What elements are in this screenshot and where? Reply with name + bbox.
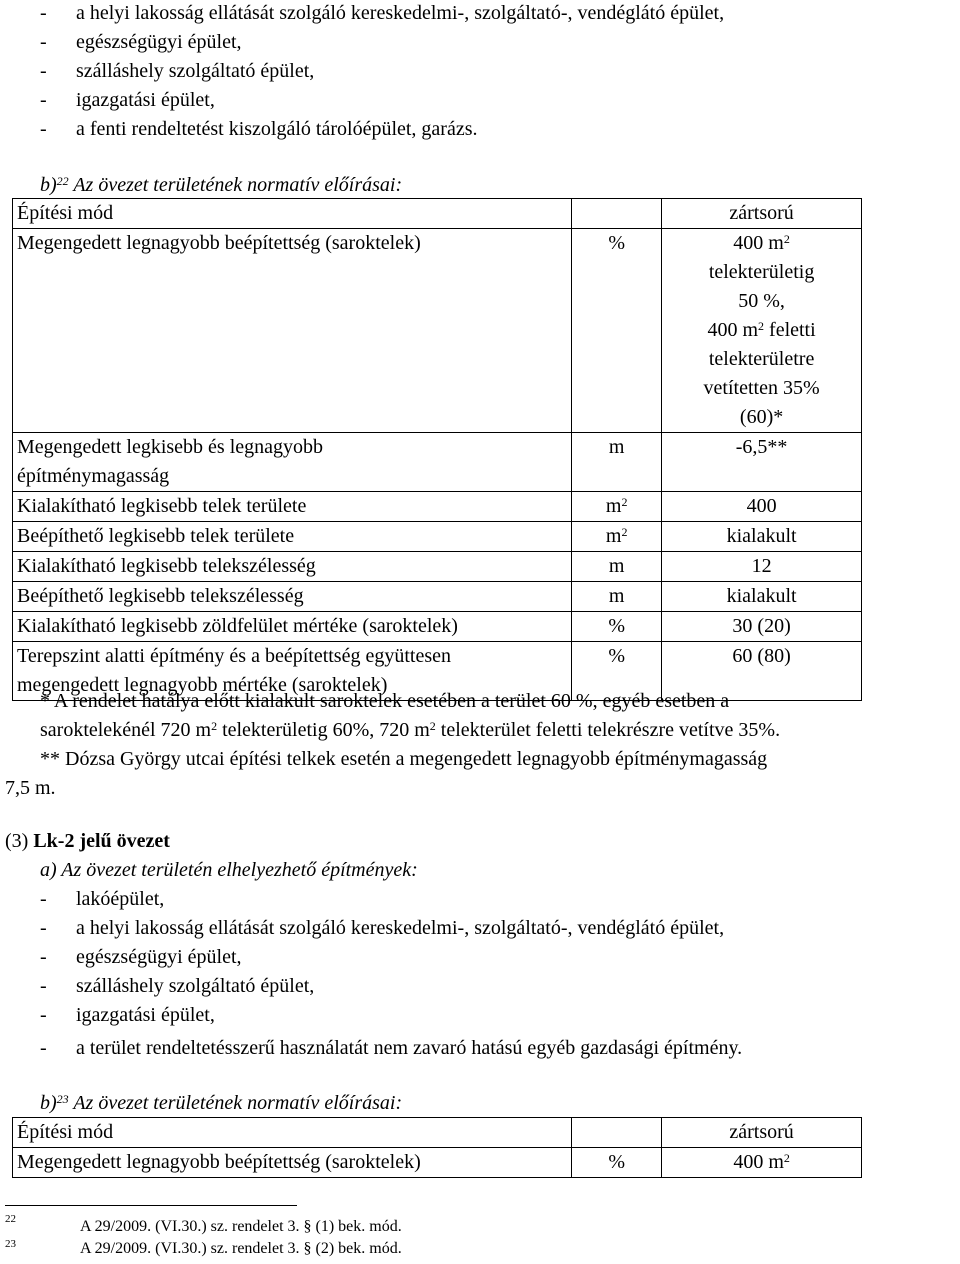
section-b-heading: b)$^{22}$ Az övezet területének normatív előírásai: <box>40 174 403 196</box>
table-row: Beépíthető legkisebb telekszélesség m kialakult <box>13 582 862 612</box>
note-1-line-1: * A rendelet hatálya előtt kialakult saroktelek esetében a terület 60 %, egyéb esetben a <box>40 690 730 712</box>
footnote-number: 23 <box>5 1238 16 1250</box>
section-a-heading: a) Az övezet területén elhelyezhető építmények: <box>40 859 418 881</box>
table-cell-value: 400 $m^2$ telekterületig 50 %, 400 $m^2$ feletti telekterületre vetítetten 35% (60)* <box>662 229 862 433</box>
table-row <box>13 199 862 229</box>
footnote-text: A 29/2009. (VI.30.) sz. rendelet 3. § (1) bek. mód. <box>80 1218 402 1235</box>
table-row: Terepszint alatti építmény és a beépítettség együttesen megengedett legnagyobb mértéke (saroktelek) % 60 (80) <box>13 642 862 701</box>
table-row: Beépíthető legkisebb telek területe $m^2$ kialakult <box>13 522 862 552</box>
note-2-line-2: 7,5 m. <box>5 777 56 799</box>
note-1-line-2: saroktelekénél 720 $m^2$ telekterületig 60%, 720 $m^2$ telekterület feletti telekrészre vetítve 35%. <box>40 719 781 741</box>
table-cell-value: zártsorú <box>662 199 862 229</box>
table-row: Megengedett legkisebb és legnagyobb építménymagasság m -6,5** <box>13 433 862 492</box>
footnote-text: A 29/2009. (VI.30.) sz. rendelet 3. § (2) bek. mód. <box>80 1240 402 1257</box>
norms-table <box>12 198 862 701</box>
table-row: Kialakítható legkisebb zöldfelület mértéke (saroktelek) % 30 (20) <box>13 612 862 642</box>
table-row: Kialakítható legkisebb telekszélesség m 12 <box>13 552 862 582</box>
table-row: Építési mód zártsorú <box>13 1118 862 1148</box>
table-cell-label: Építési mód <box>13 199 572 229</box>
section-b-heading: b)$^{23}$ Az övezet területének normatív előírásai: <box>40 1092 403 1114</box>
norms-table-2 <box>12 1117 862 1178</box>
footnote-divider <box>5 1205 297 1206</box>
section-heading: (3) Lk-2 jelű övezet <box>5 830 170 852</box>
table-row: Megengedett legnagyobb beépítettség (saroktelek) % 400 $m^2$ <box>13 1148 862 1178</box>
footnote-ref[interactable]: 23 <box>56 1092 69 1106</box>
footnote-ref[interactable]: 22 <box>56 174 69 188</box>
footnote-number: 22 <box>5 1213 16 1225</box>
note-2-line-1: ** Dózsa György utcai építési telkek esetén a megengedett legnagyobb építménymagasság <box>40 748 768 770</box>
table-row: Kialakítható legkisebb telek területe $m^2$ 400 <box>13 492 862 522</box>
table-row: Megengedett legnagyobb beépítettség (saroktelek) % 400 $m^2$ telekterületig 50 %, 400 $m^2$ feletti telekterületre vetítetten 35% (60)* <box>13 229 862 433</box>
